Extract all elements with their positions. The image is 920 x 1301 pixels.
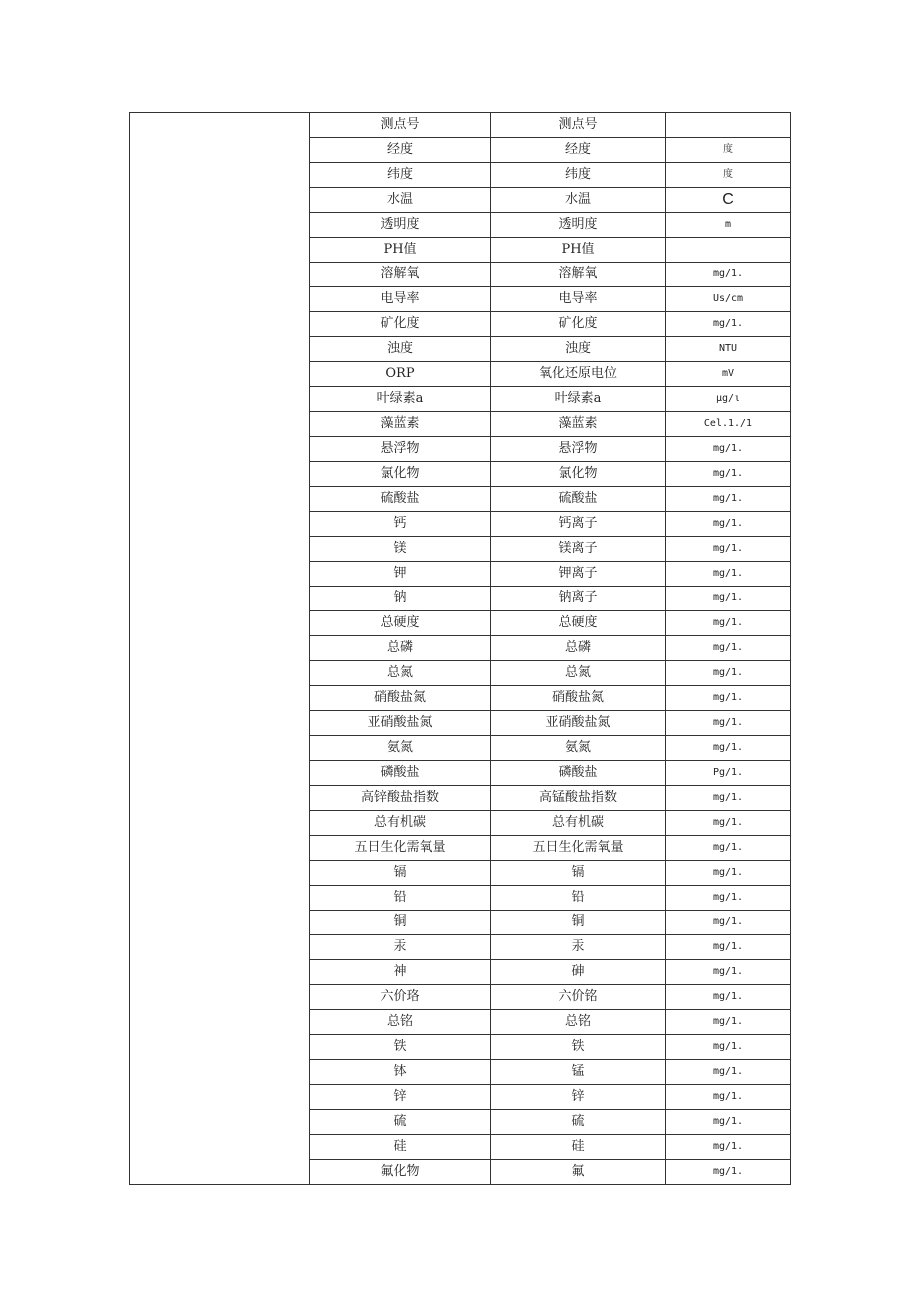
parameter-cell: 悬浮物 xyxy=(310,436,491,461)
parameter-cell: 透明度 xyxy=(310,212,491,237)
parameter-cell: 总磷 xyxy=(310,636,491,661)
unit-cell: mg/1. xyxy=(666,511,791,536)
field-name-cell: 钾离子 xyxy=(491,561,666,586)
blank-label-cell xyxy=(130,113,310,1185)
unit-cell: mg/1. xyxy=(666,835,791,860)
field-name-cell: 六价铭 xyxy=(491,985,666,1010)
parameter-cell: 神 xyxy=(310,960,491,985)
field-name-cell: 五日生化需氧量 xyxy=(491,835,666,860)
field-name-cell: 硅 xyxy=(491,1134,666,1159)
parameter-cell: 硫 xyxy=(310,1109,491,1134)
parameter-cell: 藻蓝素 xyxy=(310,412,491,437)
field-name-cell: 总有机碳 xyxy=(491,810,666,835)
field-name-cell: PH值 xyxy=(491,237,666,262)
parameter-cell: 总氮 xyxy=(310,661,491,686)
unit-cell: mg/1. xyxy=(666,561,791,586)
field-name-cell: 锌 xyxy=(491,1084,666,1109)
parameter-table-body xyxy=(130,113,791,1185)
field-name-cell: 氟 xyxy=(491,1159,666,1184)
parameter-cell: 水温 xyxy=(310,187,491,212)
parameter-cell: 经度 xyxy=(310,137,491,162)
unit-cell: mg/1. xyxy=(666,586,791,611)
unit-cell: mg/1. xyxy=(666,461,791,486)
unit-cell: Cel.1./1 xyxy=(666,412,791,437)
unit-cell: mg/1. xyxy=(666,810,791,835)
unit-cell: mg/1. xyxy=(666,935,791,960)
unit-cell: mg/1. xyxy=(666,885,791,910)
field-name-cell: 总磷 xyxy=(491,636,666,661)
field-name-cell: 矿化度 xyxy=(491,312,666,337)
unit-cell: mg/1. xyxy=(666,1134,791,1159)
field-name-cell: 铁 xyxy=(491,1035,666,1060)
field-name-cell: 钙离子 xyxy=(491,511,666,536)
field-name-cell: 藻蓝素 xyxy=(491,412,666,437)
unit-cell: mg/1. xyxy=(666,486,791,511)
field-name-cell: 总硬度 xyxy=(491,611,666,636)
unit-cell: mg/1. xyxy=(666,860,791,885)
unit-cell: mg/1. xyxy=(666,1109,791,1134)
parameter-cell: 钙 xyxy=(310,511,491,536)
parameter-cell: 矿化度 xyxy=(310,312,491,337)
unit-cell xyxy=(666,237,791,262)
parameter-cell: 总硬度 xyxy=(310,611,491,636)
unit-cell: m xyxy=(666,212,791,237)
field-name-cell: 砷 xyxy=(491,960,666,985)
parameter-cell: 锌 xyxy=(310,1084,491,1109)
field-name-cell: 浊度 xyxy=(491,337,666,362)
unit-cell: Pg/1. xyxy=(666,760,791,785)
parameter-cell: 六价珞 xyxy=(310,985,491,1010)
parameter-cell: 硫酸盐 xyxy=(310,486,491,511)
parameter-cell: 铁 xyxy=(310,1035,491,1060)
unit-cell: mg/1. xyxy=(666,1060,791,1085)
parameter-cell: 铅 xyxy=(310,885,491,910)
field-name-cell: 总氮 xyxy=(491,661,666,686)
unit-cell: mV xyxy=(666,362,791,387)
parameter-cell: 镁 xyxy=(310,536,491,561)
parameter-cell: 电导率 xyxy=(310,287,491,312)
field-name-cell: 水温 xyxy=(491,187,666,212)
unit-cell xyxy=(666,113,791,138)
parameter-cell: 磷酸盐 xyxy=(310,760,491,785)
parameter-cell: 钾 xyxy=(310,561,491,586)
unit-cell: Us/cm xyxy=(666,287,791,312)
parameter-cell: 铜 xyxy=(310,910,491,935)
field-name-cell: 锰 xyxy=(491,1060,666,1085)
unit-cell: mg/1. xyxy=(666,312,791,337)
parameter-cell: 硅 xyxy=(310,1134,491,1159)
parameter-cell: 五日生化需氧量 xyxy=(310,835,491,860)
field-name-cell: 硝酸盐氮 xyxy=(491,686,666,711)
unit-cell: mg/1. xyxy=(666,611,791,636)
unit-cell: mg/1. xyxy=(666,536,791,561)
parameter-cell: 纬度 xyxy=(310,162,491,187)
parameter-cell: 镉 xyxy=(310,860,491,885)
unit-cell: mg/1. xyxy=(666,636,791,661)
field-name-cell: 磷酸盐 xyxy=(491,760,666,785)
field-name-cell: 镉 xyxy=(491,860,666,885)
unit-cell: mg/1. xyxy=(666,661,791,686)
unit-cell: mg/1. xyxy=(666,1010,791,1035)
unit-cell: mg/1. xyxy=(666,960,791,985)
field-name-cell: 悬浮物 xyxy=(491,436,666,461)
unit-cell: mg/1. xyxy=(666,1084,791,1109)
parameter-cell: 氨氮 xyxy=(310,736,491,761)
field-name-cell: 纬度 xyxy=(491,162,666,187)
parameter-cell: 测点号 xyxy=(310,113,491,138)
unit-cell: mg/1. xyxy=(666,985,791,1010)
field-name-cell: 钠离子 xyxy=(491,586,666,611)
field-name-cell: 氧化还原电位 xyxy=(491,362,666,387)
field-name-cell: 亚硝酸盐氮 xyxy=(491,711,666,736)
table-row xyxy=(130,113,791,138)
unit-cell: NTU xyxy=(666,337,791,362)
parameter-cell: 总有机碳 xyxy=(310,810,491,835)
parameter-cell: 硝酸盐氮 xyxy=(310,686,491,711)
field-name-cell: 总铭 xyxy=(491,1010,666,1035)
field-name-cell: 氯化物 xyxy=(491,461,666,486)
parameter-cell: 溶解氧 xyxy=(310,262,491,287)
parameter-cell: 钵 xyxy=(310,1060,491,1085)
parameter-cell: 叶绿素a xyxy=(310,387,491,412)
field-name-cell: 铅 xyxy=(491,885,666,910)
field-name-cell: 测点号 xyxy=(491,113,666,138)
parameter-cell: 高锌酸盐指数 xyxy=(310,785,491,810)
unit-cell: 度 xyxy=(666,162,791,187)
unit-cell: mg/1. xyxy=(666,262,791,287)
unit-cell: mg/1. xyxy=(666,711,791,736)
unit-cell: mg/1. xyxy=(666,1035,791,1060)
unit-cell: mg/1. xyxy=(666,910,791,935)
unit-cell: mg/1. xyxy=(666,736,791,761)
parameter-cell: ORP xyxy=(310,362,491,387)
field-name-cell: 铜 xyxy=(491,910,666,935)
field-name-cell: 高锰酸盐指数 xyxy=(491,785,666,810)
parameter-cell: 总铭 xyxy=(310,1010,491,1035)
field-name-cell: 溶解氧 xyxy=(491,262,666,287)
parameter-cell: 汞 xyxy=(310,935,491,960)
unit-cell: mg/1. xyxy=(666,1159,791,1184)
unit-cell: C xyxy=(666,187,791,212)
unit-cell: mg/1. xyxy=(666,686,791,711)
unit-cell: 度 xyxy=(666,137,791,162)
unit-cell: mg/1. xyxy=(666,785,791,810)
parameter-cell: PH值 xyxy=(310,237,491,262)
field-name-cell: 经度 xyxy=(491,137,666,162)
field-name-cell: 氨氮 xyxy=(491,736,666,761)
parameter-cell: 氟化物 xyxy=(310,1159,491,1184)
parameter-cell: 亚硝酸盐氮 xyxy=(310,711,491,736)
unit-cell: μg/ι xyxy=(666,387,791,412)
parameter-cell: 氯化物 xyxy=(310,461,491,486)
parameter-cell: 浊度 xyxy=(310,337,491,362)
parameter-cell: 钠 xyxy=(310,586,491,611)
unit-cell: mg/1. xyxy=(666,436,791,461)
field-name-cell: 镁离子 xyxy=(491,536,666,561)
field-name-cell: 硫 xyxy=(491,1109,666,1134)
field-name-cell: 汞 xyxy=(491,935,666,960)
parameter-table xyxy=(129,112,791,1185)
field-name-cell: 透明度 xyxy=(491,212,666,237)
field-name-cell: 硫酸盐 xyxy=(491,486,666,511)
field-name-cell: 叶绿素a xyxy=(491,387,666,412)
field-name-cell: 电导率 xyxy=(491,287,666,312)
